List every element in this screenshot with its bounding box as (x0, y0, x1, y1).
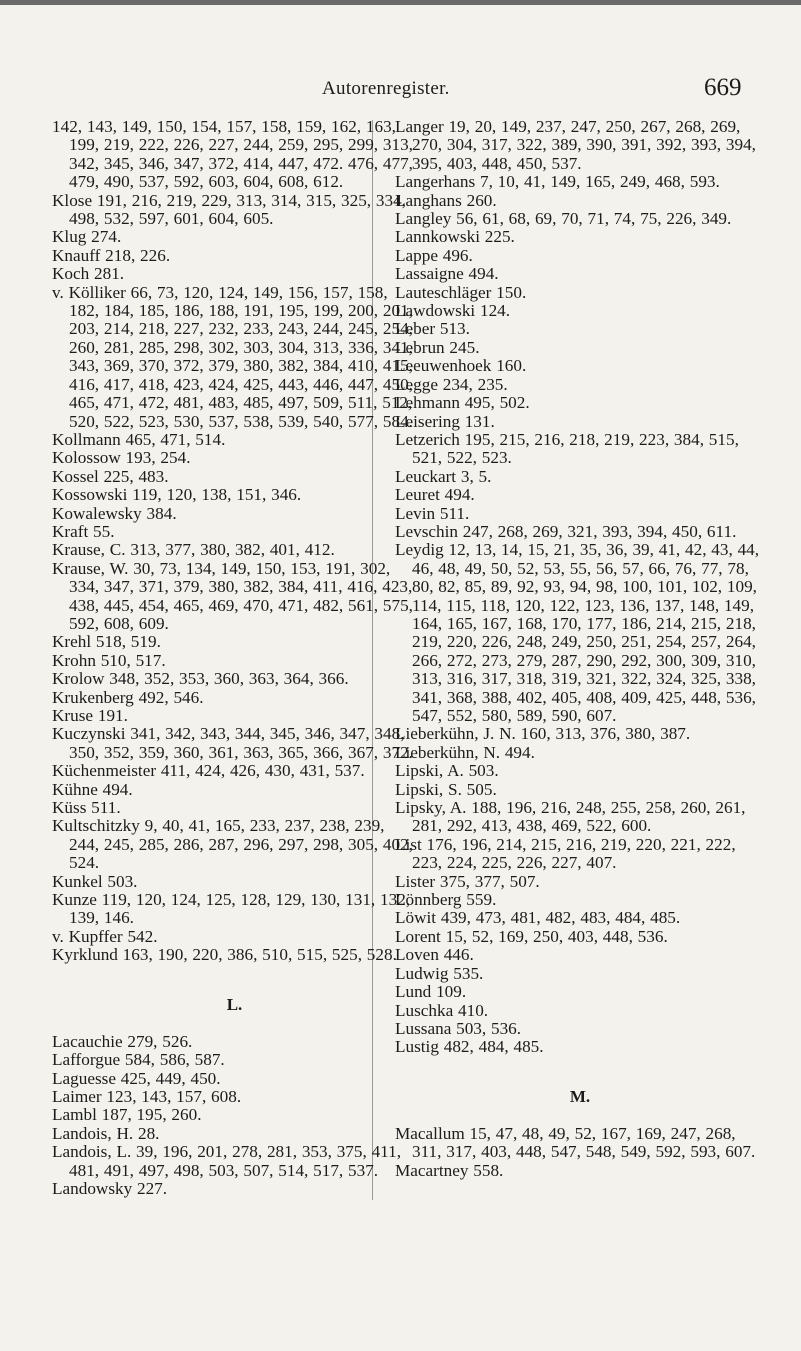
index-entry: Leuret 494. (395, 485, 475, 505)
page-number: 669 (704, 74, 742, 101)
index-entry: Lebrun 245. (395, 337, 480, 357)
index-entry: Lorent 15, 52, 169, 250, 403, 448, 536. (395, 926, 668, 946)
index-entry: Krukenberg 492, 546. (52, 687, 204, 707)
index-entry: Kruse 191. (52, 706, 128, 725)
index-entry: Langhans 260. (395, 190, 497, 210)
index-entry: Langley 56, 61, 68, 69, 70, 71, 74, 75, 226, 349. (395, 209, 732, 229)
index-entry: Macartney 558. (395, 1160, 504, 1180)
index-entry: Leber 513. (395, 319, 470, 339)
index-entry: Kollmann 465, 471, 514. (52, 429, 226, 449)
index-entry: Lustig 482, 484, 485. (395, 1037, 544, 1057)
index-entry: Kunkel 503. (52, 871, 138, 891)
section-letter-m: M. (569, 1086, 591, 1106)
index-entry: Kunze 119, 120, 124, 125, 128, 129, 130, 131, 132, 139, 146. (52, 890, 411, 928)
index-entry: Kossel 225, 483. (52, 466, 169, 486)
index-entry: Luschka 410. (395, 1000, 489, 1020)
index-entry: Levschin 247, 268, 269, 321, 393, 394, 450, 611. (395, 521, 737, 541)
index-entry: Löwit 439, 473, 481, 482, 483, 484, 485. (395, 908, 681, 928)
index-entry: Landois, L. 39, 196, 201, 278, 281, 353, 375, 411, 481, 491, 497, 498, 503, 507, 514, 517, 537. (52, 1142, 402, 1180)
index-entry: Lieberkühn, N. 494. (395, 742, 535, 762)
index-entry: Lussana 503, 536. (395, 1018, 522, 1038)
index-entry: Ludwig 535. (395, 963, 484, 983)
index-entry: Küss 511. (52, 798, 121, 818)
index-entry: Krause, C. 313, 377, 380, 382, 401, 412. (52, 540, 335, 560)
index-entry: v. Kupffer 542. (52, 926, 158, 946)
page-top-edge (0, 0, 801, 5)
index-entry: Krolow 348, 352, 353, 360, 363, 364, 366. (52, 669, 349, 689)
index-entry: Klose 191, 216, 219, 229, 313, 314, 315, 325, 334, 498, 532, 597, 601, 604, 605. (52, 190, 406, 229)
index-entry: Lund 109. (395, 982, 467, 1002)
index-entry: Lappe 496. (395, 245, 473, 265)
index-entry: Lacauchie 279, 526. (52, 1031, 193, 1051)
index-entry: Klug 274. (52, 227, 122, 247)
index-entry: Loven 446. (395, 945, 474, 965)
index-entry: Lauteschläger 150. (395, 282, 527, 302)
running-header (0, 74, 801, 108)
section-letter-l: L. (226, 994, 243, 1014)
index-entry: Macallum 15, 47, 48, 49, 52, 167, 169, 247, 268, 311, 317, 403, 448, 547, 548, 549, 592, 593, 607. (395, 1123, 756, 1162)
left-entries-l (52, 1033, 417, 1199)
index-entry: Lehmann 495, 502. (395, 393, 530, 413)
index-entry: Laguesse 425, 449, 450. (52, 1068, 221, 1088)
index-entry: Koch 281. (52, 264, 125, 284)
index-entry: Lister 375, 377, 507. (395, 871, 540, 891)
index-entry: Krohn 510, 517. (52, 650, 166, 670)
index-entry: Küchenmeister 411, 424, 426, 430, 431, 537. (52, 761, 365, 781)
index-entry: Krehl 518, 519. (52, 632, 161, 652)
index-entry: Legge 234, 235. (395, 374, 508, 394)
index-entry: Leydig 12, 13, 14, 15, 21, 35, 36, 39, 41, 42, 43, 44, 46, 48, 49, 50, 52, 53, 55, 56, 57, 66, 76, 77, 78, 80, 82, 85, 89, 92, 93, 94, 98, 100, 101, 102, 109, 114, 115, 118, 120, 122, 123, 136, 137, 148, 149, 164, 165, 167, 168, 170, 177, 186, 214, 215, 218, 219, 220, 226, 248, 249, 250, 251, 254, 257, 264, 266, 272, 273, 279, 287, 290, 292, 300, 309, 310, 313, 316, 317, 318, 319, 321, 322, 324, 325, 338, 341, 368, 388, 402, 405, 408, 409, 425, 448, 536, 547, 552, 580, 589, 590, 607. (395, 540, 760, 725)
index-entry: Krause, W. 30, 73, 134, 149, 150, 153, 191, 302, 334, 347, 371, 379, 380, 382, 384, 411, 416, 423, 438, 445, 454, 465, 469, 470, 471, 482, 561, 575, 592, 608, 609. (52, 558, 413, 633)
index-entry: Kultschitzky 9, 40, 41, 165, 233, 237, 238, 239, 244, 245, 285, 286, 287, 296, 297, 298, 305, 402, 524. (52, 816, 413, 873)
index-entry: Laimer 123, 143, 157, 608. (52, 1086, 242, 1106)
index-entry: Lipski, A. 503. (395, 761, 499, 781)
index-entry: Landois, H. 28. (52, 1123, 160, 1143)
index-entry: List 176, 196, 214, 215, 216, 219, 220, 221, 222, 223, 224, 225, 226, 227, 407. (395, 834, 736, 873)
index-entry: Lassaigne 494. (395, 264, 499, 284)
index-entry: v. Kölliker 66, 73, 120, 124, 149, 156, 157, 158, 182, 184, 185, 186, 188, 191, 195, 199, 200, 201, 203, 214, 218, 227, 232, 233, 243, 244, 245, 254, 260, 281, 285, 298, 302, 303, 304, 313, 336, 341, 343, 369, 370, 372, 379, 380, 382, 384, 410, 415, 416, 417, 418, 423, 424, 425, 443, 446, 447, 450, 465, 471, 472, 481, 483, 485, 497, 509, 511, 512, 520, 522, 523, 530, 537, 538, 539, 540, 577, 584. (52, 282, 413, 431)
index-entry: Letzerich 195, 215, 216, 218, 219, 223, 384, 515, 521, 522, 523. (395, 429, 739, 468)
index-entry: Levin 511. (395, 503, 470, 523)
index-entry: Kowalewsky 384. (52, 503, 177, 523)
index-entry: Lawdowski 124. (395, 301, 511, 321)
index-entry: Lannkowski 225. (395, 227, 515, 247)
index-entry: Landowsky 227. (52, 1178, 168, 1198)
index-entry: Lipski, S. 505. (395, 779, 497, 799)
index-entry: Kuczynski 341, 342, 343, 344, 345, 346, 347, 348, 350, 352, 359, 360, 361, 363, 365, 366, 367, 372. (52, 724, 413, 762)
index-entry: Kraft 55. (52, 521, 115, 541)
right-entries-m (395, 1125, 765, 1180)
index-entry: 142, 143, 149, 150, 154, 157, 158, 159, 162, 163, 199, 219, 222, 226, 227, 244, 259, 295, 299, 313, 342, 345, 346, 347, 372, 414, 447, 472. 476, 477, 479, 490, 537, 592, 603, 604, 608, 612. (52, 117, 413, 192)
index-entry: Lönnberg 559. (395, 890, 497, 910)
right-column (395, 118, 765, 1180)
index-entry: Kyrklund 163, 190, 220, 386, 510, 515, 525, 528. (52, 945, 397, 965)
index-entry: Lipsky, A. 188, 196, 216, 248, 255, 258, 260, 261, 281, 292, 413, 438, 469, 522, 600. (395, 798, 746, 836)
index-entry: Kolossow 193, 254. (52, 448, 191, 468)
index-entry: Lieberkühn, J. N. 160, 313, 376, 380, 387. (395, 724, 691, 744)
index-entry: Lafforgue 584, 586, 587. (52, 1050, 225, 1070)
index-entry: Leisering 131. (395, 411, 495, 431)
index-entry: Kühne 494. (52, 779, 133, 799)
index-entry: Leuckart 3, 5. (395, 466, 492, 486)
index-entry: Kossowski 119, 120, 138, 151, 346. (52, 485, 302, 505)
index-entry: Lambl 187, 195, 260. (52, 1105, 202, 1125)
index-entry: Leeuwenhoek 160. (395, 356, 527, 376)
index-entry: Knauff 218, 226. (52, 245, 171, 265)
right-entries (395, 118, 765, 1057)
left-entries (52, 118, 417, 965)
running-title: Autorenregister. (322, 78, 450, 99)
index-entry: Langerhans 7, 10, 41, 149, 165, 249, 468, 593. (395, 172, 720, 192)
left-column (52, 118, 417, 1198)
index-entry: Langer 19, 20, 149, 237, 247, 250, 267, 268, 269, 270, 304, 317, 322, 389, 390, 391, 392, 393, 394, 395, 403, 448, 450, 537. (395, 117, 756, 173)
